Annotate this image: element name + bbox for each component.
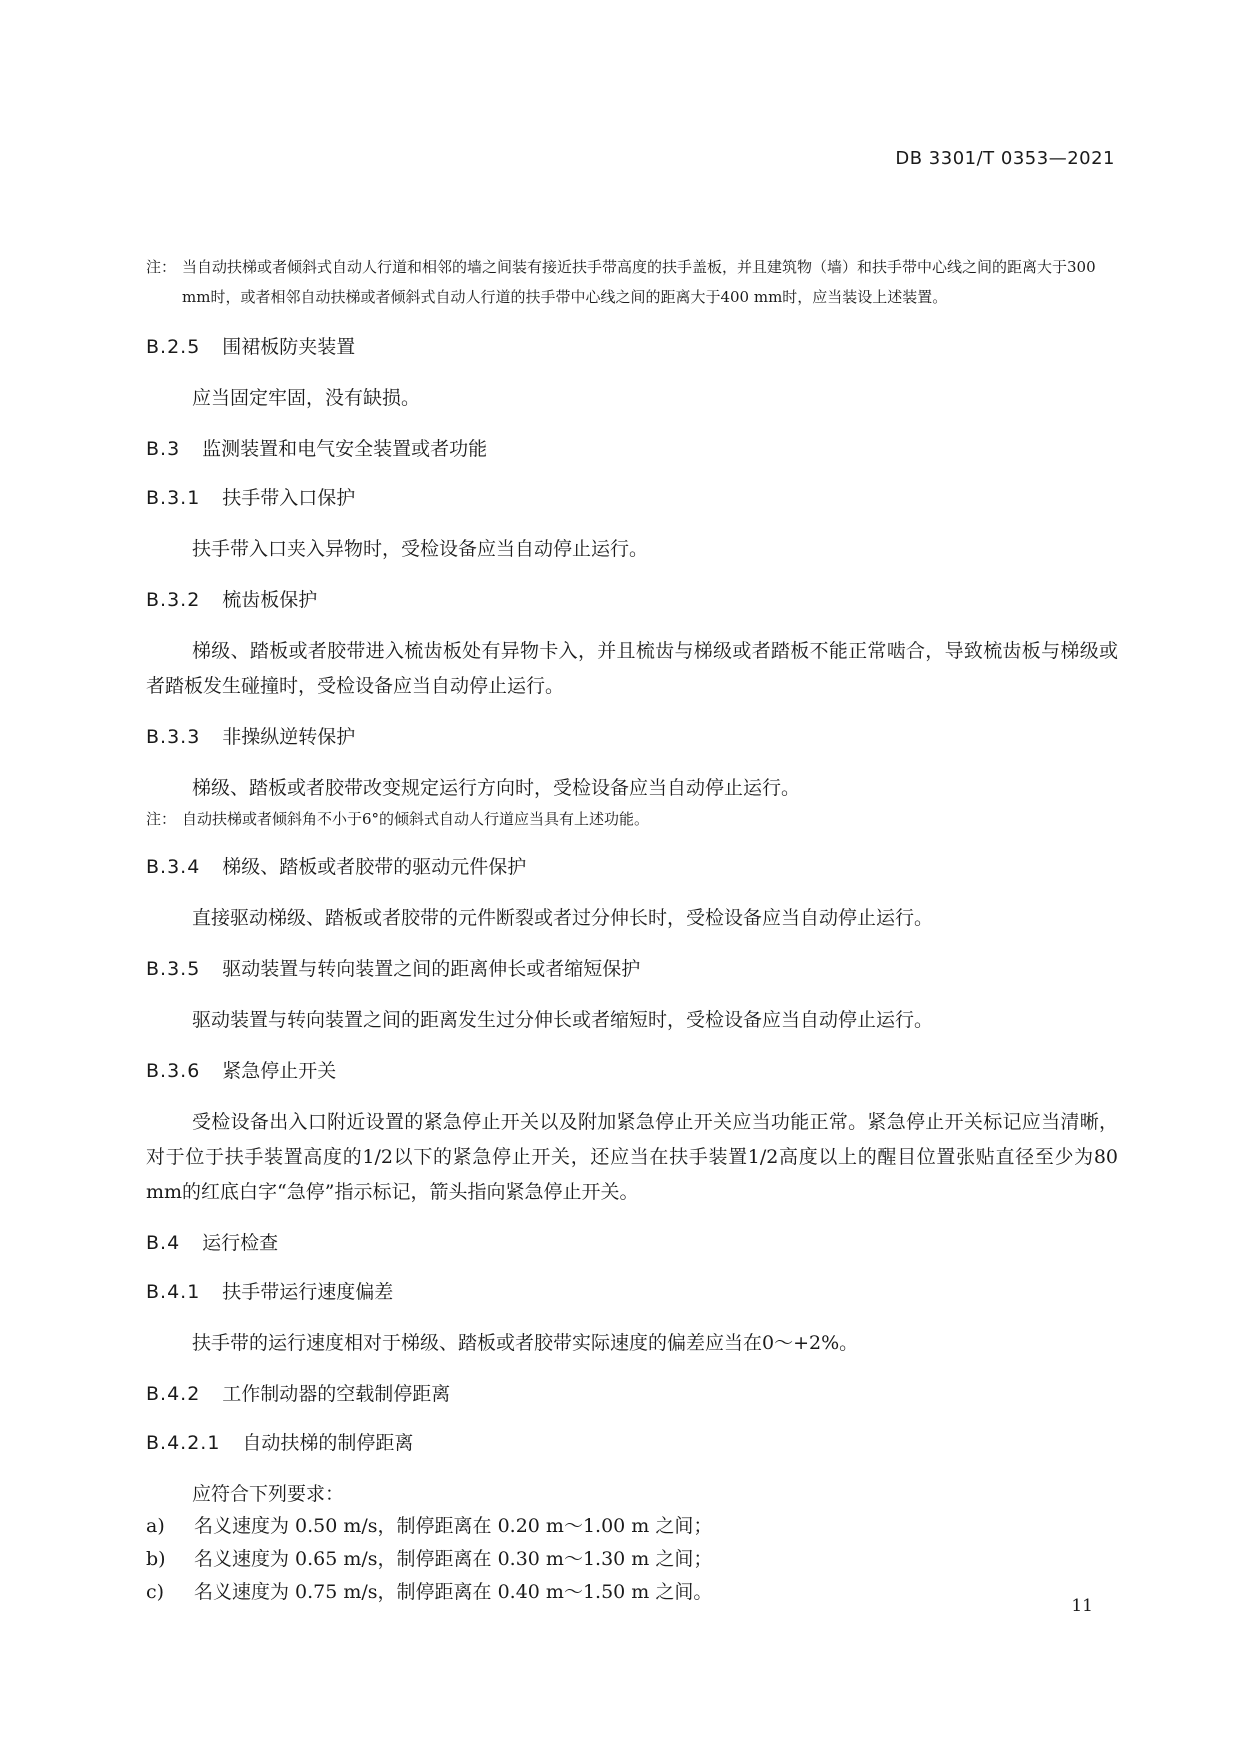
list-marker: a) xyxy=(146,1515,165,1537)
paragraph: 扶手带入口夹入异物时，受检设备应当自动停止运行。 xyxy=(192,538,649,560)
note-text: 当自动扶梯或者倾斜式自动人行道和相邻的墙之间装有接近扶手带高度的扶手盖板，并且建筑物（墙）和扶手带中心线之间的距离大于300 mm时，或者相邻自动扶梯或者倾斜式自动人行道的扶手带中心线之间的距离大于400 mm时，应当装设上述装置。 xyxy=(182,258,1096,306)
section-title: 扶手带运行速度偏差 xyxy=(222,1281,394,1303)
list-item xyxy=(146,1543,1118,1576)
note-label: 注： xyxy=(146,810,177,828)
note-text: 自动扶梯或者倾斜角不小于6°的倾斜式自动人行道应当具有上述功能。 xyxy=(182,810,650,828)
section-heading xyxy=(146,852,1118,882)
section-number: B.3.4 xyxy=(146,856,201,878)
section-number: B.3.5 xyxy=(146,958,201,980)
section-title: 工作制动器的空载制停距离 xyxy=(222,1383,451,1405)
section-heading xyxy=(146,1379,1118,1409)
section-number: B.4.2.1 xyxy=(146,1432,221,1454)
list-text: 名义速度为 0.75 m/s，制停距离在 0.40 m～1.50 m 之间。 xyxy=(194,1581,713,1603)
section-heading xyxy=(146,954,1118,984)
list-text: 名义速度为 0.65 m/s，制停距离在 0.30 m～1.30 m 之间； xyxy=(194,1548,713,1570)
paragraph: 驱动装置与转向装置之间的距离发生过分伸长或者缩短时，受检设备应当自动停止运行。 xyxy=(192,1009,934,1031)
section-title: 围裙板防夹装置 xyxy=(222,336,356,358)
section-title: 驱动装置与转向装置之间的距离伸长或者缩短保护 xyxy=(222,958,641,980)
section-title: 自动扶梯的制停距离 xyxy=(242,1432,414,1454)
section-number: B.4.2 xyxy=(146,1383,201,1405)
list-marker: c) xyxy=(146,1581,165,1603)
list-item xyxy=(146,1576,1118,1609)
paragraph: 受检设备出入口附近设置的紧急停止开关以及附加紧急停止开关应当功能正常。紧急停止开关标记应当清晰，对于位于扶手装置高度的1/2以下的紧急停止开关，还应当在扶手装置1/2高度以上的醒目位置张贴直径至少为80 mm的红底白字“急停”指示标记，箭头指向紧急停止开关。 xyxy=(146,1111,1118,1203)
section-number: B.3.6 xyxy=(146,1060,201,1082)
paragraph: 梯级、踏板或者胶带进入梳齿板处有异物卡入，并且梳齿与梯级或者踏板不能正常啮合，导致梳齿板与梯级或者踏板发生碰撞时，受检设备应当自动停止运行。 xyxy=(146,640,1118,697)
section-title: 梯级、踏板或者胶带的驱动元件保护 xyxy=(222,856,527,878)
note xyxy=(146,804,1118,834)
paragraph: 扶手带的运行速度相对于梯级、踏板或者胶带实际速度的偏差应当在0～+2%。 xyxy=(192,1332,859,1354)
list-marker: b) xyxy=(146,1548,166,1570)
section-heading xyxy=(146,1277,1118,1307)
section-heading xyxy=(146,1428,1118,1458)
paragraph: 梯级、踏板或者胶带改变规定运行方向时，受检设备应当自动停止运行。 xyxy=(192,777,801,799)
section-title: 扶手带入口保护 xyxy=(222,487,356,509)
section-number: B.2.5 xyxy=(146,336,201,358)
section-number: B.4.1 xyxy=(146,1281,201,1303)
section-number: B.4 xyxy=(146,1232,181,1254)
section-heading xyxy=(146,483,1118,513)
section-number: B.3 xyxy=(146,438,181,460)
note-label: 注： xyxy=(146,258,177,276)
section-heading xyxy=(146,1228,1118,1258)
section-title: 梳齿板保护 xyxy=(222,589,318,611)
section-title: 非操纵逆转保护 xyxy=(222,726,356,748)
section-heading xyxy=(146,585,1118,615)
section-number: B.3.3 xyxy=(146,726,201,748)
list-item xyxy=(146,1510,1118,1543)
section-title: 运行检查 xyxy=(202,1232,279,1254)
section-title: 监测装置和电气安全装置或者功能 xyxy=(202,438,488,460)
section-heading xyxy=(146,722,1118,752)
paragraph: 应符合下列要求： xyxy=(192,1483,345,1505)
document-code: DB 3301/T 0353—2021 xyxy=(895,148,1115,169)
paragraph: 应当固定牢固，没有缺损。 xyxy=(192,387,421,409)
list-text: 名义速度为 0.50 m/s，制停距离在 0.20 m～1.00 m 之间； xyxy=(194,1515,713,1537)
section-title: 紧急停止开关 xyxy=(222,1060,337,1082)
requirement-list xyxy=(146,1510,1118,1609)
section-number: B.3.1 xyxy=(146,487,201,509)
section-heading xyxy=(146,1056,1118,1086)
paragraph: 直接驱动梯级、踏板或者胶带的元件断裂或者过分伸长时，受检设备应当自动停止运行。 xyxy=(192,907,934,929)
section-heading xyxy=(146,332,1118,362)
document-body xyxy=(146,252,1118,1609)
section-number: B.3.2 xyxy=(146,589,201,611)
note xyxy=(146,252,1118,312)
section-heading xyxy=(146,434,1118,464)
page-number: 11 xyxy=(1071,1596,1093,1616)
